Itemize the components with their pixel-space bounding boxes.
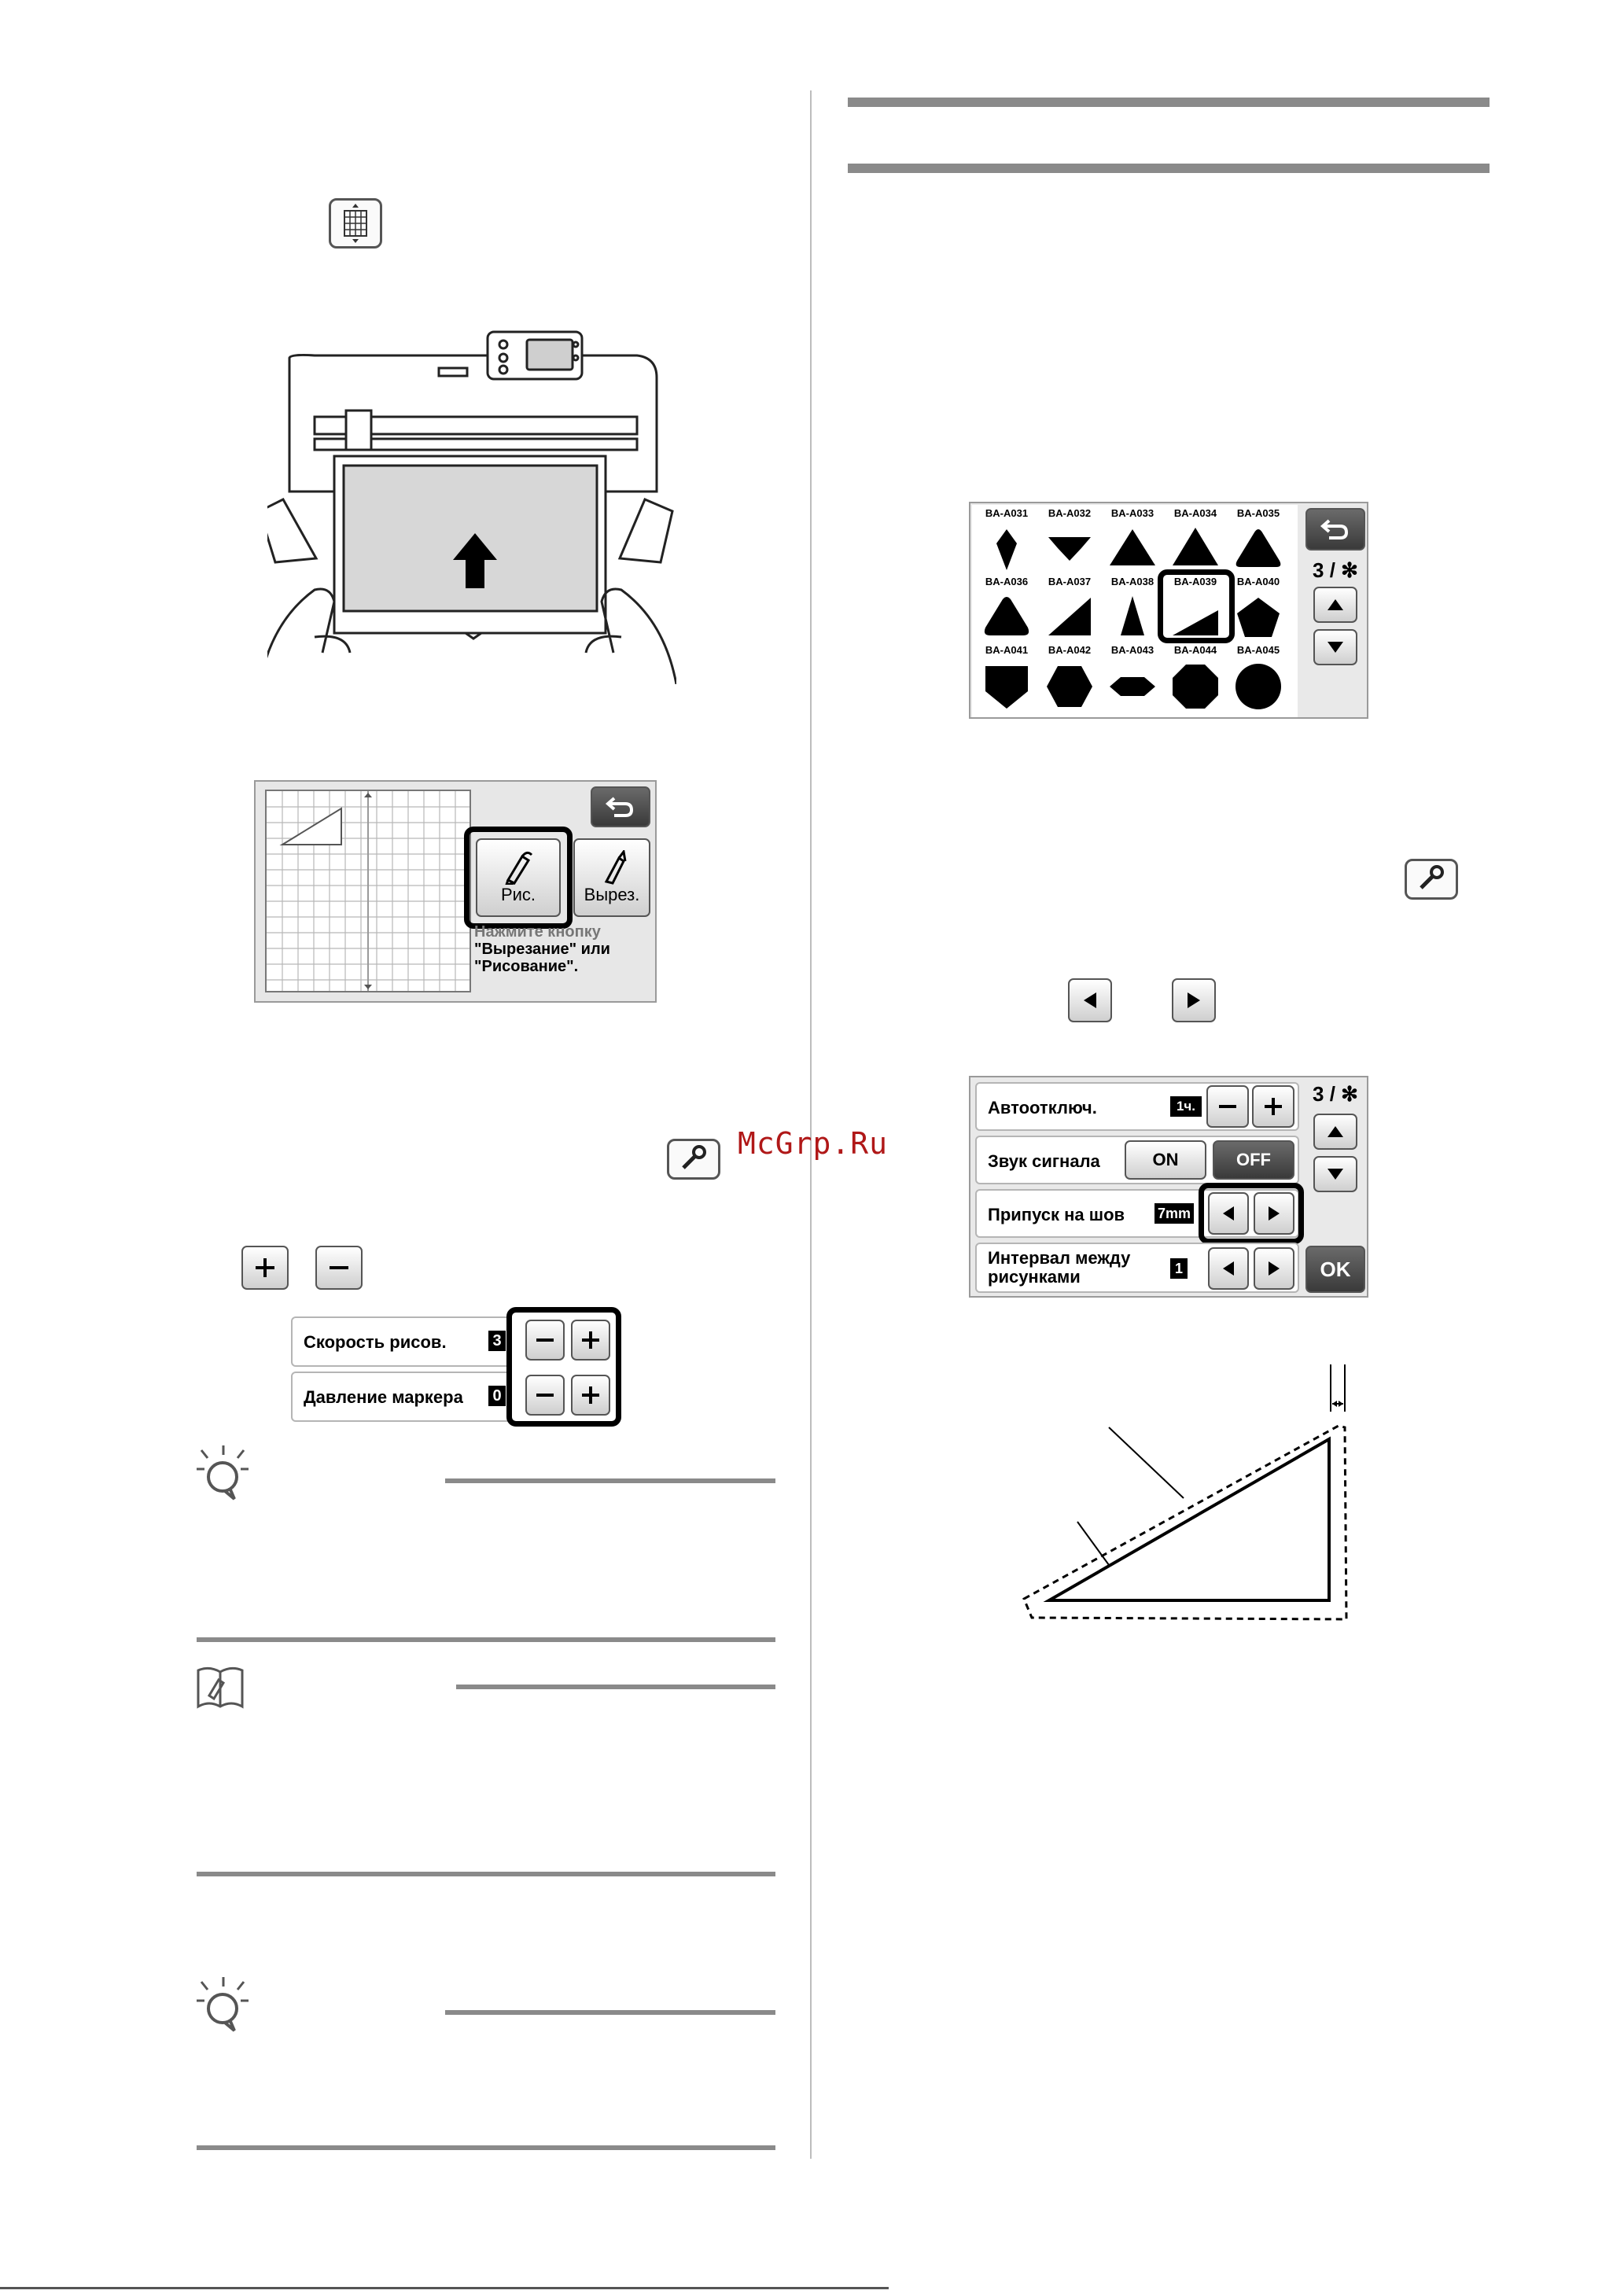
pattern-code: BA-A036: [985, 576, 1029, 587]
triangle-up-icon: [1326, 1125, 1345, 1139]
settings-wrench-button[interactable]: [1405, 859, 1458, 900]
note-2-rule-top: [445, 2010, 775, 2015]
wrench-icon: [669, 1141, 718, 1177]
pattern-code: BA-A044: [1173, 644, 1217, 656]
pattern-code: BA-A033: [1110, 507, 1154, 519]
pattern-select-screen: [969, 502, 1368, 719]
right-triangle-shape-icon: [1042, 593, 1097, 642]
page-up-button[interactable]: [1313, 587, 1357, 623]
house-pentagon-shape-icon: [979, 661, 1034, 710]
note-1-rule-top: [445, 1478, 775, 1483]
memo-rule-top: [456, 1685, 775, 1689]
pattern-tile[interactable]: [975, 506, 1038, 576]
speed-row: [291, 1316, 511, 1367]
note-2-rule-bottom: [197, 2145, 775, 2150]
pattern-code: BA-A038: [1110, 576, 1154, 587]
pressure-value: 0: [488, 1386, 506, 1406]
memo-rule-bottom: [197, 1872, 775, 1876]
plus-icon: [253, 1256, 277, 1280]
seam-allowance-value: 7mm: [1154, 1203, 1194, 1224]
triangle-right-icon: [1186, 991, 1202, 1010]
pattern-code: BA-A035: [1236, 507, 1280, 519]
pattern-code: BA-A045: [1236, 644, 1280, 656]
triangle-left-icon: [1082, 991, 1098, 1010]
octagon-shape-icon: [1168, 661, 1223, 710]
page-indicator: 3 / ✻: [1313, 558, 1358, 582]
tall-triangle-shape-icon: [1105, 593, 1160, 642]
triangle-shape-icon: [1105, 525, 1160, 573]
pattern-code: BA-A034: [1173, 507, 1217, 519]
pattern-tile[interactable]: [1101, 574, 1164, 645]
speed-pressure-panel: [291, 1312, 621, 1430]
pattern-code: BA-A031: [985, 507, 1029, 519]
pattern-tile[interactable]: [975, 574, 1038, 645]
auto-off-minus-button[interactable]: [1206, 1085, 1249, 1128]
back-arrow-icon: [605, 795, 636, 819]
back-arrow-icon: [1320, 517, 1351, 541]
note-icon: [195, 1444, 250, 1507]
gem-shape-icon: [1042, 525, 1097, 573]
page-bottom-rule: [0, 2287, 889, 2289]
auto-off-value: 1ч.: [1170, 1096, 1202, 1117]
pattern-code: BA-A043: [1110, 644, 1154, 656]
right-arrow-key[interactable]: [1172, 978, 1216, 1022]
pattern-code: BA-A040: [1236, 576, 1280, 587]
wrench-icon: [1407, 861, 1456, 897]
speed-value: 3: [488, 1331, 506, 1351]
settings-screen: [969, 1076, 1368, 1298]
grid-icon: [331, 201, 380, 246]
note-icon: [195, 1975, 250, 2038]
pattern-tile[interactable]: [1227, 506, 1290, 576]
triangle-shape-icon: [1168, 525, 1223, 573]
pentagon-shape-icon: [1231, 593, 1286, 642]
cut-button-label: Вырез.: [584, 885, 640, 904]
mat-preview: [265, 790, 471, 992]
beep-label: Звук сигнала: [988, 1151, 1100, 1171]
pattern-interval-row: [975, 1243, 1299, 1293]
instruction-text: [474, 923, 655, 975]
ok-button[interactable]: OK: [1305, 1246, 1365, 1293]
pattern-interval-label: Интервал между рисунками: [988, 1248, 1131, 1287]
pattern-tile[interactable]: [1227, 643, 1290, 713]
triangle-up-icon: [1326, 598, 1345, 612]
pattern-interval-left-button[interactable]: [1208, 1247, 1249, 1290]
pattern-tile[interactable]: [975, 643, 1038, 713]
pattern-tile[interactable]: [1164, 506, 1227, 576]
cut-button[interactable]: [573, 838, 650, 917]
pattern-code: BA-A037: [1048, 576, 1092, 587]
auto-off-label: Автоотключ.: [988, 1098, 1097, 1118]
pressure-row: [291, 1372, 511, 1422]
pattern-interval-right-button[interactable]: [1254, 1247, 1294, 1290]
pattern-tile[interactable]: [1038, 643, 1101, 713]
circle-shape-icon: [1231, 661, 1286, 710]
beep-on-button[interactable]: ON: [1125, 1140, 1206, 1180]
memo-icon: [195, 1664, 245, 1710]
hexagon-shape-icon: [1042, 661, 1097, 710]
pattern-tile[interactable]: [1227, 574, 1290, 645]
note-1-rule-bottom: [197, 1637, 775, 1642]
pressure-label: Давление маркера: [304, 1387, 463, 1407]
watermark: McGrp.Ru: [738, 1126, 889, 1161]
pattern-code: BA-A042: [1048, 644, 1092, 656]
kite-shape-icon: [979, 525, 1034, 573]
back-button[interactable]: [1305, 508, 1365, 550]
plus-key[interactable]: [241, 1246, 289, 1290]
seam-allowance-diagram: [1015, 1364, 1361, 1624]
pattern-code: BA-A039: [1173, 576, 1217, 587]
draw-button-highlight: [464, 827, 573, 929]
plus-icon: [1262, 1095, 1284, 1118]
triangle-left-icon: [1221, 1260, 1235, 1277]
rounded-triangle-shape-icon: [1231, 525, 1286, 573]
cutting-machine-illustration: [267, 322, 676, 684]
plus-minus-highlight: [506, 1307, 621, 1427]
column-divider: [810, 90, 812, 2159]
speed-label: Скорость рисов.: [304, 1332, 447, 1352]
back-button[interactable]: [591, 786, 650, 827]
pattern-tile[interactable]: [1038, 506, 1101, 576]
triangle-right-icon: [1267, 1260, 1281, 1277]
instruction-line-3: "Рисование".: [474, 958, 579, 975]
pattern-tile[interactable]: [1101, 643, 1164, 713]
settings-page-up-button[interactable]: [1313, 1114, 1357, 1150]
auto-off-row: [975, 1082, 1299, 1131]
settings-page-down-button[interactable]: [1313, 1156, 1357, 1192]
settings-page-indicator: 3 / ✻: [1313, 1082, 1358, 1106]
pattern-code: BA-A041: [985, 644, 1029, 656]
rounded-triangle-shape-icon: [979, 593, 1034, 642]
page-down-button[interactable]: [1313, 629, 1357, 665]
instruction-line-2: "Вырезание" или: [474, 941, 610, 958]
blade-icon: [592, 850, 632, 885]
seam-allowance-label: Припуск на шов: [988, 1205, 1125, 1224]
minus-icon: [327, 1256, 351, 1280]
pattern-code: BA-A032: [1048, 507, 1092, 519]
pattern-tile[interactable]: [1164, 643, 1227, 713]
instruction-line-1: Нажмите кнопку: [474, 923, 601, 941]
section-rule-bottom: [848, 164, 1490, 173]
auto-off-plus-button[interactable]: [1252, 1085, 1294, 1128]
draw-cut-screen: [254, 780, 657, 1003]
pattern-interval-value: 1: [1170, 1258, 1188, 1279]
draw-button-label: Рис.: [500, 885, 536, 904]
pattern-tile[interactable]: [1038, 574, 1101, 645]
settings-wrench-button[interactable]: [667, 1139, 720, 1180]
left-arrow-key[interactable]: [1068, 978, 1112, 1022]
flat-hexagon-shape-icon: [1105, 661, 1160, 710]
grid-button[interactable]: [329, 198, 382, 249]
beep-off-button[interactable]: OFF: [1213, 1140, 1294, 1180]
seam-allowance-highlight: [1199, 1183, 1304, 1244]
minus-icon: [1217, 1095, 1239, 1118]
triangle-down-icon: [1326, 640, 1345, 654]
selected-pattern-highlight: [1158, 569, 1235, 643]
pattern-tile[interactable]: [1101, 506, 1164, 576]
minus-key[interactable]: [315, 1246, 363, 1290]
triangle-down-icon: [1326, 1167, 1345, 1181]
section-rule-top: [848, 98, 1490, 107]
